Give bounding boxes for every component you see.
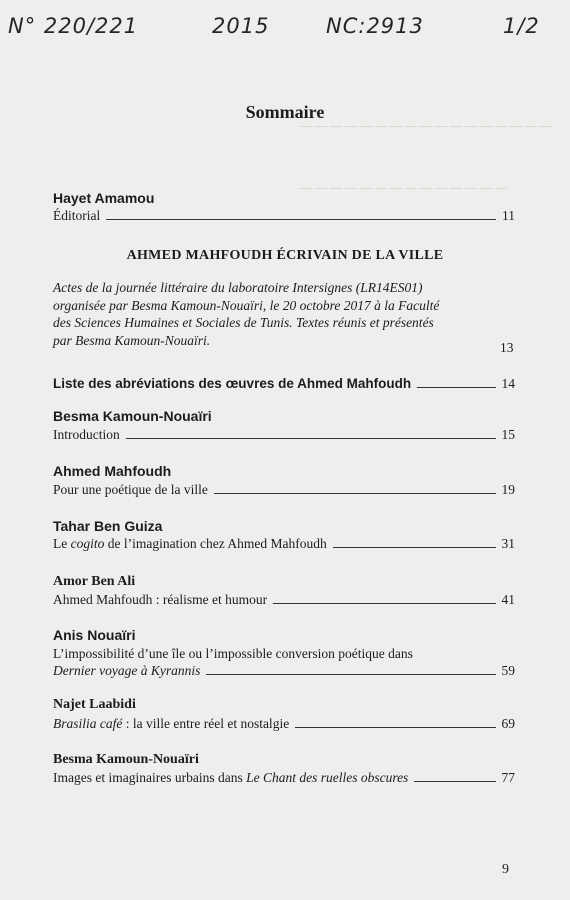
section-intro-line: par Besma Kamoun-Nouaïri. — [53, 332, 211, 348]
toc-entry — [53, 591, 515, 608]
entry-title-italic: Brasilia café — [53, 716, 123, 731]
toc-entry-editorial — [53, 207, 515, 224]
entry-title-part: Le — [53, 536, 71, 551]
page-number: 9 — [502, 862, 509, 877]
entry-title: Éditorial — [53, 208, 101, 223]
section-intro — [53, 279, 513, 349]
entry-title-part: Images et imaginaires urbains dans — [53, 770, 247, 785]
section-intro-line: organisée par Besma Kamoun-Nouaïri, le 20 octobre 2017 à la Faculté — [53, 297, 440, 313]
entry-title-part: de l’imagination chez Ahmed Mahfoudh — [104, 536, 327, 551]
handwritten-fraction: 1/2 — [503, 14, 540, 38]
handwritten-code: NC:2913 — [326, 14, 424, 38]
handwritten-number: N° 220/221 — [8, 14, 139, 38]
toc-entry — [53, 481, 515, 498]
page-title: Sommaire — [245, 102, 325, 122]
toc-entry — [53, 715, 515, 732]
entry-page: 31 — [501, 536, 515, 551]
entry-title-italic: Le Chant des ruelles obscures — [246, 770, 409, 785]
leader-line — [214, 493, 496, 494]
entry-title-part: : la ville entre réel et nostalgie — [122, 716, 290, 731]
toc-entry — [53, 426, 515, 443]
show-through-line: — — — — — — — — — — — — — — — [300, 180, 507, 194]
leader-line — [206, 674, 495, 675]
toc-entry-abbreviations — [53, 375, 515, 392]
leader-line — [333, 547, 496, 548]
leader-line — [106, 219, 496, 220]
toc-entry — [53, 645, 515, 679]
show-through-line: — — — — — — — — — — — — — — — — — — [300, 118, 552, 132]
author-name: Anis Nouaïri — [53, 627, 136, 643]
entry-title-italic: Dernier voyage à Kyrannis — [53, 663, 201, 678]
section-intro-line: Actes de la journée littéraire du laboratoire Intersignes (LR14ES01) — [53, 280, 423, 295]
leader-line — [414, 781, 495, 782]
entry-title: Ahmed Mahfoudh : réalisme et humour — [53, 592, 268, 607]
leader-line — [273, 603, 495, 604]
leader-line — [417, 387, 495, 388]
leader-line — [295, 727, 495, 728]
entry-title: Introduction — [53, 427, 120, 442]
author-name: Besma Kamoun-Nouaïri — [53, 752, 199, 767]
entry-page: 41 — [501, 592, 515, 607]
entry-page: 77 — [501, 770, 515, 785]
entry-title-italic: cogito — [70, 536, 105, 551]
entry-title — [53, 715, 289, 732]
entry-title — [53, 535, 327, 552]
entry-page: 15 — [501, 427, 515, 442]
entry-page: 19 — [501, 482, 515, 497]
leader-line — [126, 438, 496, 439]
section-intro-page: 13 — [500, 340, 514, 355]
section-heading: AHMED MAHFOUDH ÉCRIVAIN DE LA VILLE — [126, 248, 444, 263]
author-name: Hayet Amamou — [53, 190, 155, 206]
entry-title: Pour une poétique de la ville — [53, 482, 208, 497]
section-intro-line: des Sciences Humaines et Sociales de Tunis. Textes réunis et présentés — [53, 315, 434, 330]
entry-page: 69 — [501, 716, 515, 731]
author-name: Besma Kamoun-Nouaïri — [53, 408, 212, 424]
toc-entry — [53, 769, 515, 786]
author-name: Amor Ben Ali — [53, 574, 136, 589]
author-name: Najet Laabidi — [53, 697, 136, 712]
entry-page: 59 — [501, 663, 515, 678]
toc-entry — [53, 535, 515, 552]
handwritten-year: 2015 — [212, 14, 270, 38]
entry-title: Liste des abréviations des œuvres de Ahmed Mahfoudh — [53, 376, 412, 391]
author-name: Tahar Ben Guiza — [53, 518, 163, 534]
entry-title — [53, 769, 408, 786]
entry-title-line: L’impossibilité d’une île ou l’impossible conversion poétique dans — [53, 646, 413, 661]
entry-page: 14 — [501, 376, 515, 391]
entry-page: 11 — [502, 208, 515, 223]
author-name: Ahmed Mahfoudh — [53, 463, 172, 479]
